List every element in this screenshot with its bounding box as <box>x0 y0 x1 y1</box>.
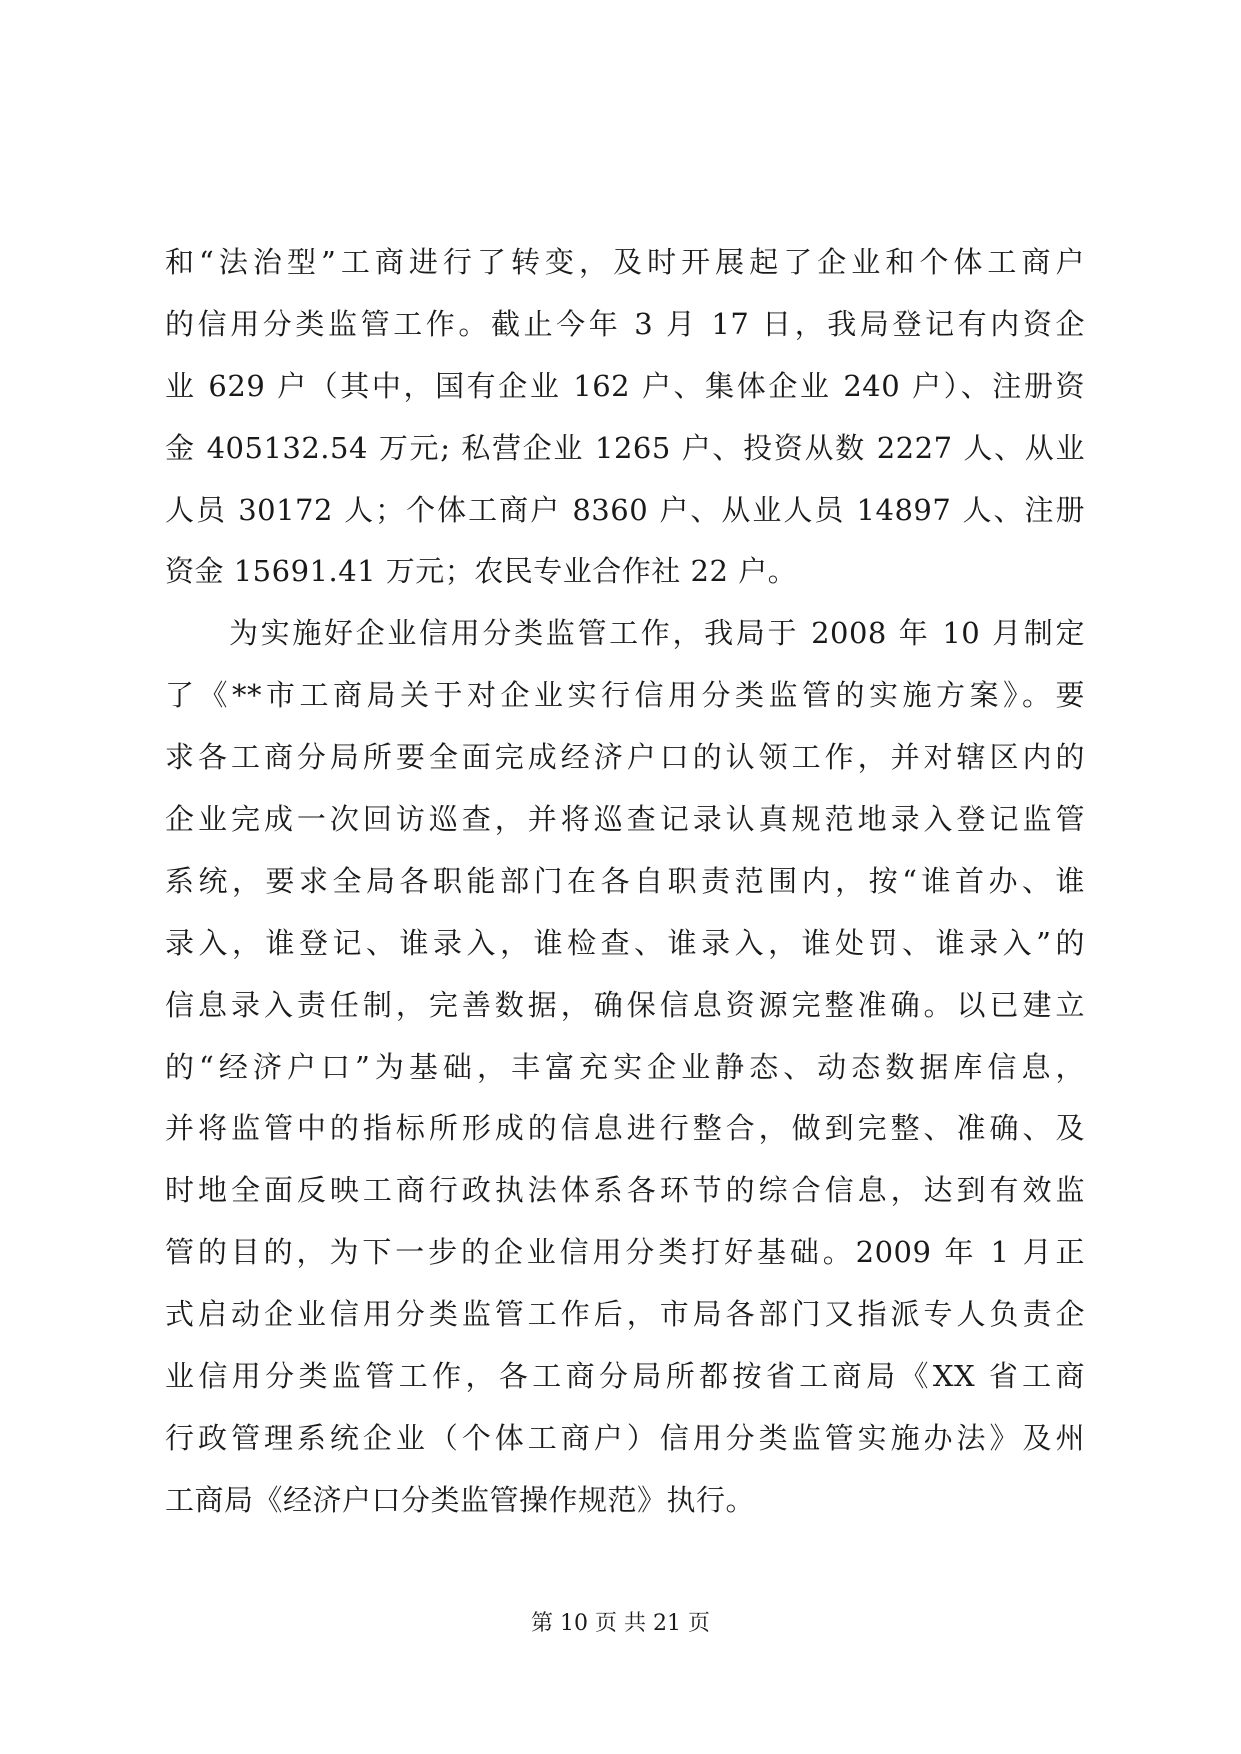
text-line: 业信用分类监管工作，各工商分局所都按省工商局《XX 省工商 <box>165 1359 1085 1394</box>
text-line: 金 405132.54 万元; 私营企业 1265 户、投资从数 2227 人、从业 <box>165 430 1085 465</box>
text-line: 人员 30172 人；个体工商户 8360 户、从业人员 14897 人、注册 <box>165 492 1085 527</box>
text-line: 时地全面反映工商行政执法体系各环节的综合信息，达到有效监 <box>165 1173 1085 1208</box>
text-line: 业 629 户（其中，国有企业 162 户、集体企业 240 户）、注册资 <box>165 368 1085 403</box>
text-line: 资金 15691.41 万元；农民专业合作社 22 户。 <box>165 554 798 589</box>
text-line: 和“法治型”工商进行了转变，及时开展起了企业和个体工商户 <box>165 245 1085 279</box>
text-line: 录入，谁登记、谁录入，谁检查、谁录入，谁处罚、谁录入”的 <box>165 925 1085 960</box>
text-line: 系统，要求全局各职能部门在各自职责范围内，按“谁首办、谁 <box>165 863 1085 898</box>
text-line: 了《**市工商局关于对企业实行信用分类监管的实施方案》。要 <box>165 678 1085 713</box>
text-line: 的“经济户口”为基础，丰富充实企业静态、动态数据库信息， <box>165 1049 1085 1084</box>
text-line: 式启动企业信用分类监管工作后，市局各部门又指派专人负责企 <box>165 1297 1085 1332</box>
text-line: 信息录入责任制，完善数据，确保信息资源完整准确。以已建立 <box>165 987 1085 1022</box>
text-line: 的信用分类监管工作。截止今年 3 月 17 日，我局登记有内资企 <box>165 306 1085 341</box>
text-line: 并将监管中的指标所形成的信息进行整合，做到完整、准确、及 <box>165 1111 1085 1146</box>
text-line: 求各工商分局所要全面完成经济户口的认领工作，并对辖区内的 <box>165 740 1085 775</box>
text-line: 工商局《经济户口分类监管操作规范》执行。 <box>165 1482 756 1517</box>
page-number-footer: 第 10 页 共 21 页 <box>531 1611 710 1636</box>
body-text <box>165 232 1085 1532</box>
text-line: 企业完成一次回访巡查，并将巡查记录认真规范地录入登记监管 <box>165 802 1085 837</box>
text-line: 行政管理系统企业（个体工商户）信用分类监管实施办法》及州 <box>165 1420 1085 1455</box>
text-line: 为实施好企业信用分类监管工作，我局于 2008 年 10 月制定 <box>229 616 1085 651</box>
text-line: 管的目的，为下一步的企业信用分类打好基础。2009 年 1 月正 <box>165 1235 1085 1270</box>
